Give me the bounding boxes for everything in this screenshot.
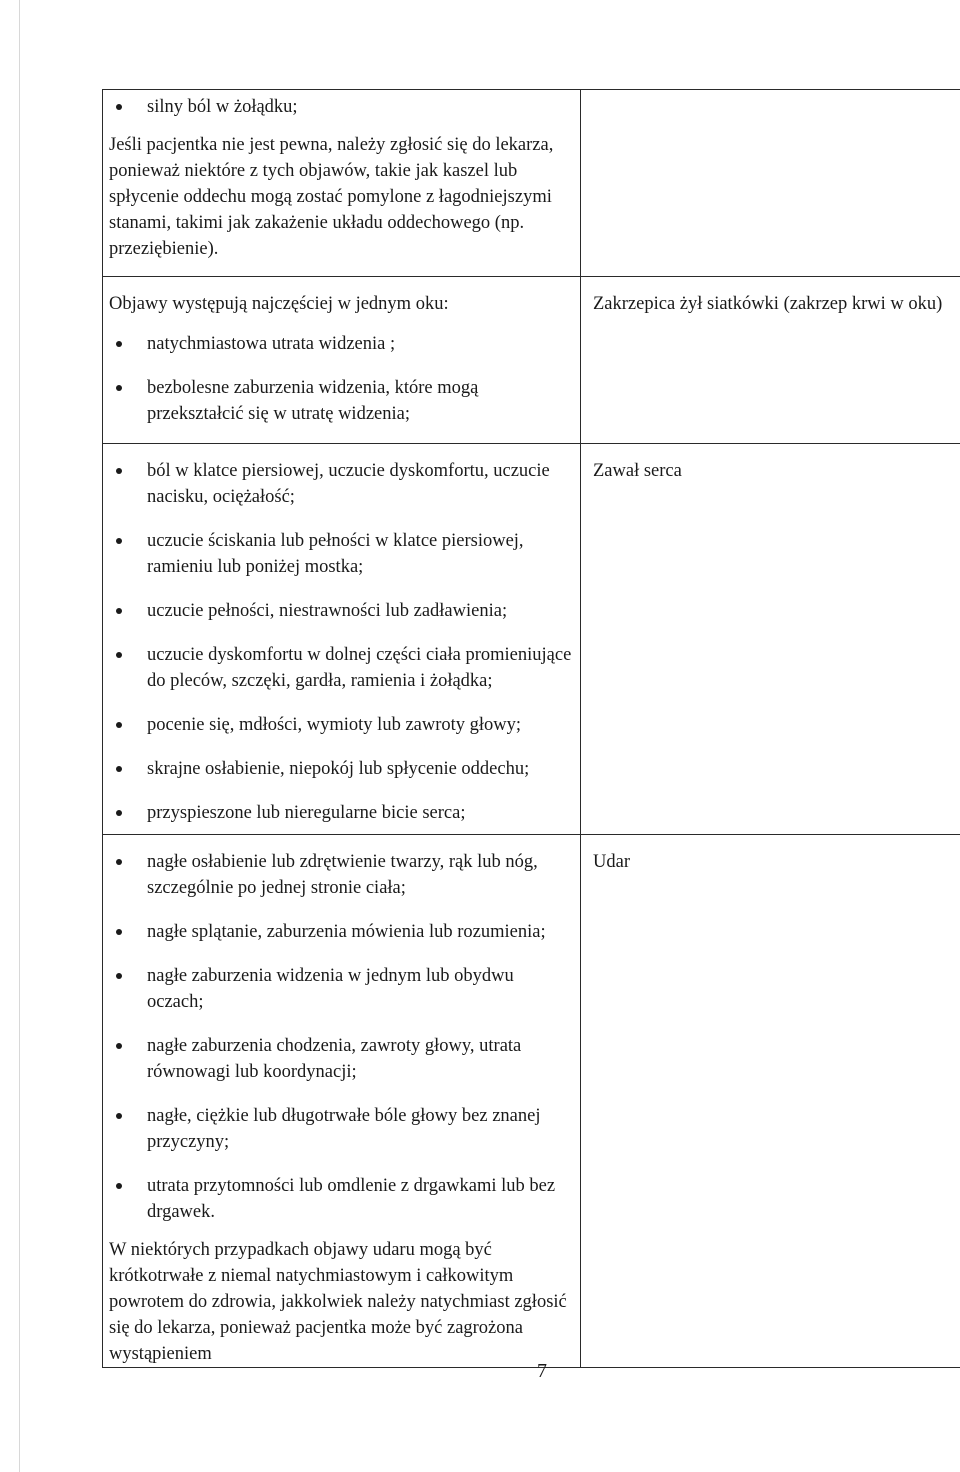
- symptoms-cell: [103, 835, 581, 1368]
- table-row: [103, 444, 960, 835]
- note-paragraph: W niektórych przypadkach objawy udaru mogą być krótkotrwałe z niemal natychmiastowym i całkowitym powrotem do zdrowia, jakkolwiek należy natychmiast zgłosić się do lekarza, ponieważ pacjentka może być zagrożona wystąpieniem: [109, 1240, 567, 1364]
- symptom-list: [109, 458, 574, 826]
- list-item: nagłe zaburzenia widzenia w jednym lub obydwu oczach;: [109, 963, 574, 1015]
- list-item: pocenie się, mdłości, wymioty lub zawroty głowy;: [109, 712, 574, 738]
- note-paragraph: Jeśli pacjentka nie jest pewna, należy zgłosić się do lekarza, ponieważ niektóre z tych objawów, takie jak kaszel lub spłycenie oddechu mogą zostać pomylone z łagodniejszymi stanami, takimi jak zakażenie układu oddechowego (np. przeziębienie).: [109, 135, 554, 259]
- condition-cell: Udar: [581, 835, 960, 1368]
- list-item: uczucie pełności, niestrawności lub zadławienia;: [109, 598, 574, 624]
- list-item: uczucie ściskania lub pełności w klatce piersiowej, ramieniu lub poniżej mostka;: [109, 528, 574, 580]
- list-item: natychmiastowa utrata widzenia ;: [109, 331, 574, 357]
- list-item: nagłe osłabienie lub zdrętwienie twarzy, rąk lub nóg, szczególnie po jednej stronie ciała;: [109, 849, 574, 901]
- symptoms-cell: [103, 444, 581, 835]
- intro-text: Objawy występują najczęściej w jednym oku:: [109, 294, 449, 314]
- list-item: utrata przytomności lub omdlenie z drgawkami lub bez drgawek.: [109, 1173, 574, 1225]
- list-item: nagłe splątanie, zaburzenia mówienia lub rozumienia;: [109, 919, 574, 945]
- list-item: uczucie dyskomfortu w dolnej części ciała promieniujące do pleców, szczęki, gardła, ramienia i żołądka;: [109, 642, 574, 694]
- page-number: 7: [537, 1360, 547, 1382]
- condition-cell: Zakrzepica żył siatkówki (zakrzep krwi w oku): [581, 277, 960, 444]
- symptoms-cell: [103, 90, 581, 277]
- list-item: ból w klatce piersiowej, uczucie dyskomfortu, uczucie nacisku, ociężałość;: [109, 458, 574, 510]
- list-item: bezbolesne zaburzenia widzenia, które mogą przekształcić się w utratę widzenia;: [109, 375, 574, 427]
- list-item: przyspieszone lub nieregularne bicie serca;: [109, 800, 574, 826]
- symptom-list: [109, 331, 574, 427]
- condition-cell: Zawał serca: [581, 444, 960, 835]
- symptom-list: [109, 849, 574, 1225]
- table-row: [103, 835, 960, 1368]
- table-row: [103, 90, 960, 277]
- symptoms-table: [102, 89, 960, 1368]
- symptom-list: [109, 94, 574, 120]
- list-item: skrajne osłabienie, niepokój lub spłycenie oddechu;: [109, 756, 574, 782]
- list-item: nagłe zaburzenia chodzenia, zawroty głowy, utrata równowagi lub koordynacji;: [109, 1033, 574, 1085]
- table-row: [103, 277, 960, 444]
- condition-cell: [581, 90, 960, 277]
- symptoms-cell: [103, 277, 581, 444]
- list-item: nagłe, ciężkie lub długotrwałe bóle głowy bez znanej przyczyny;: [109, 1103, 574, 1155]
- list-item: silny ból w żołądku;: [109, 94, 574, 120]
- scan-edge-line: [19, 0, 20, 1472]
